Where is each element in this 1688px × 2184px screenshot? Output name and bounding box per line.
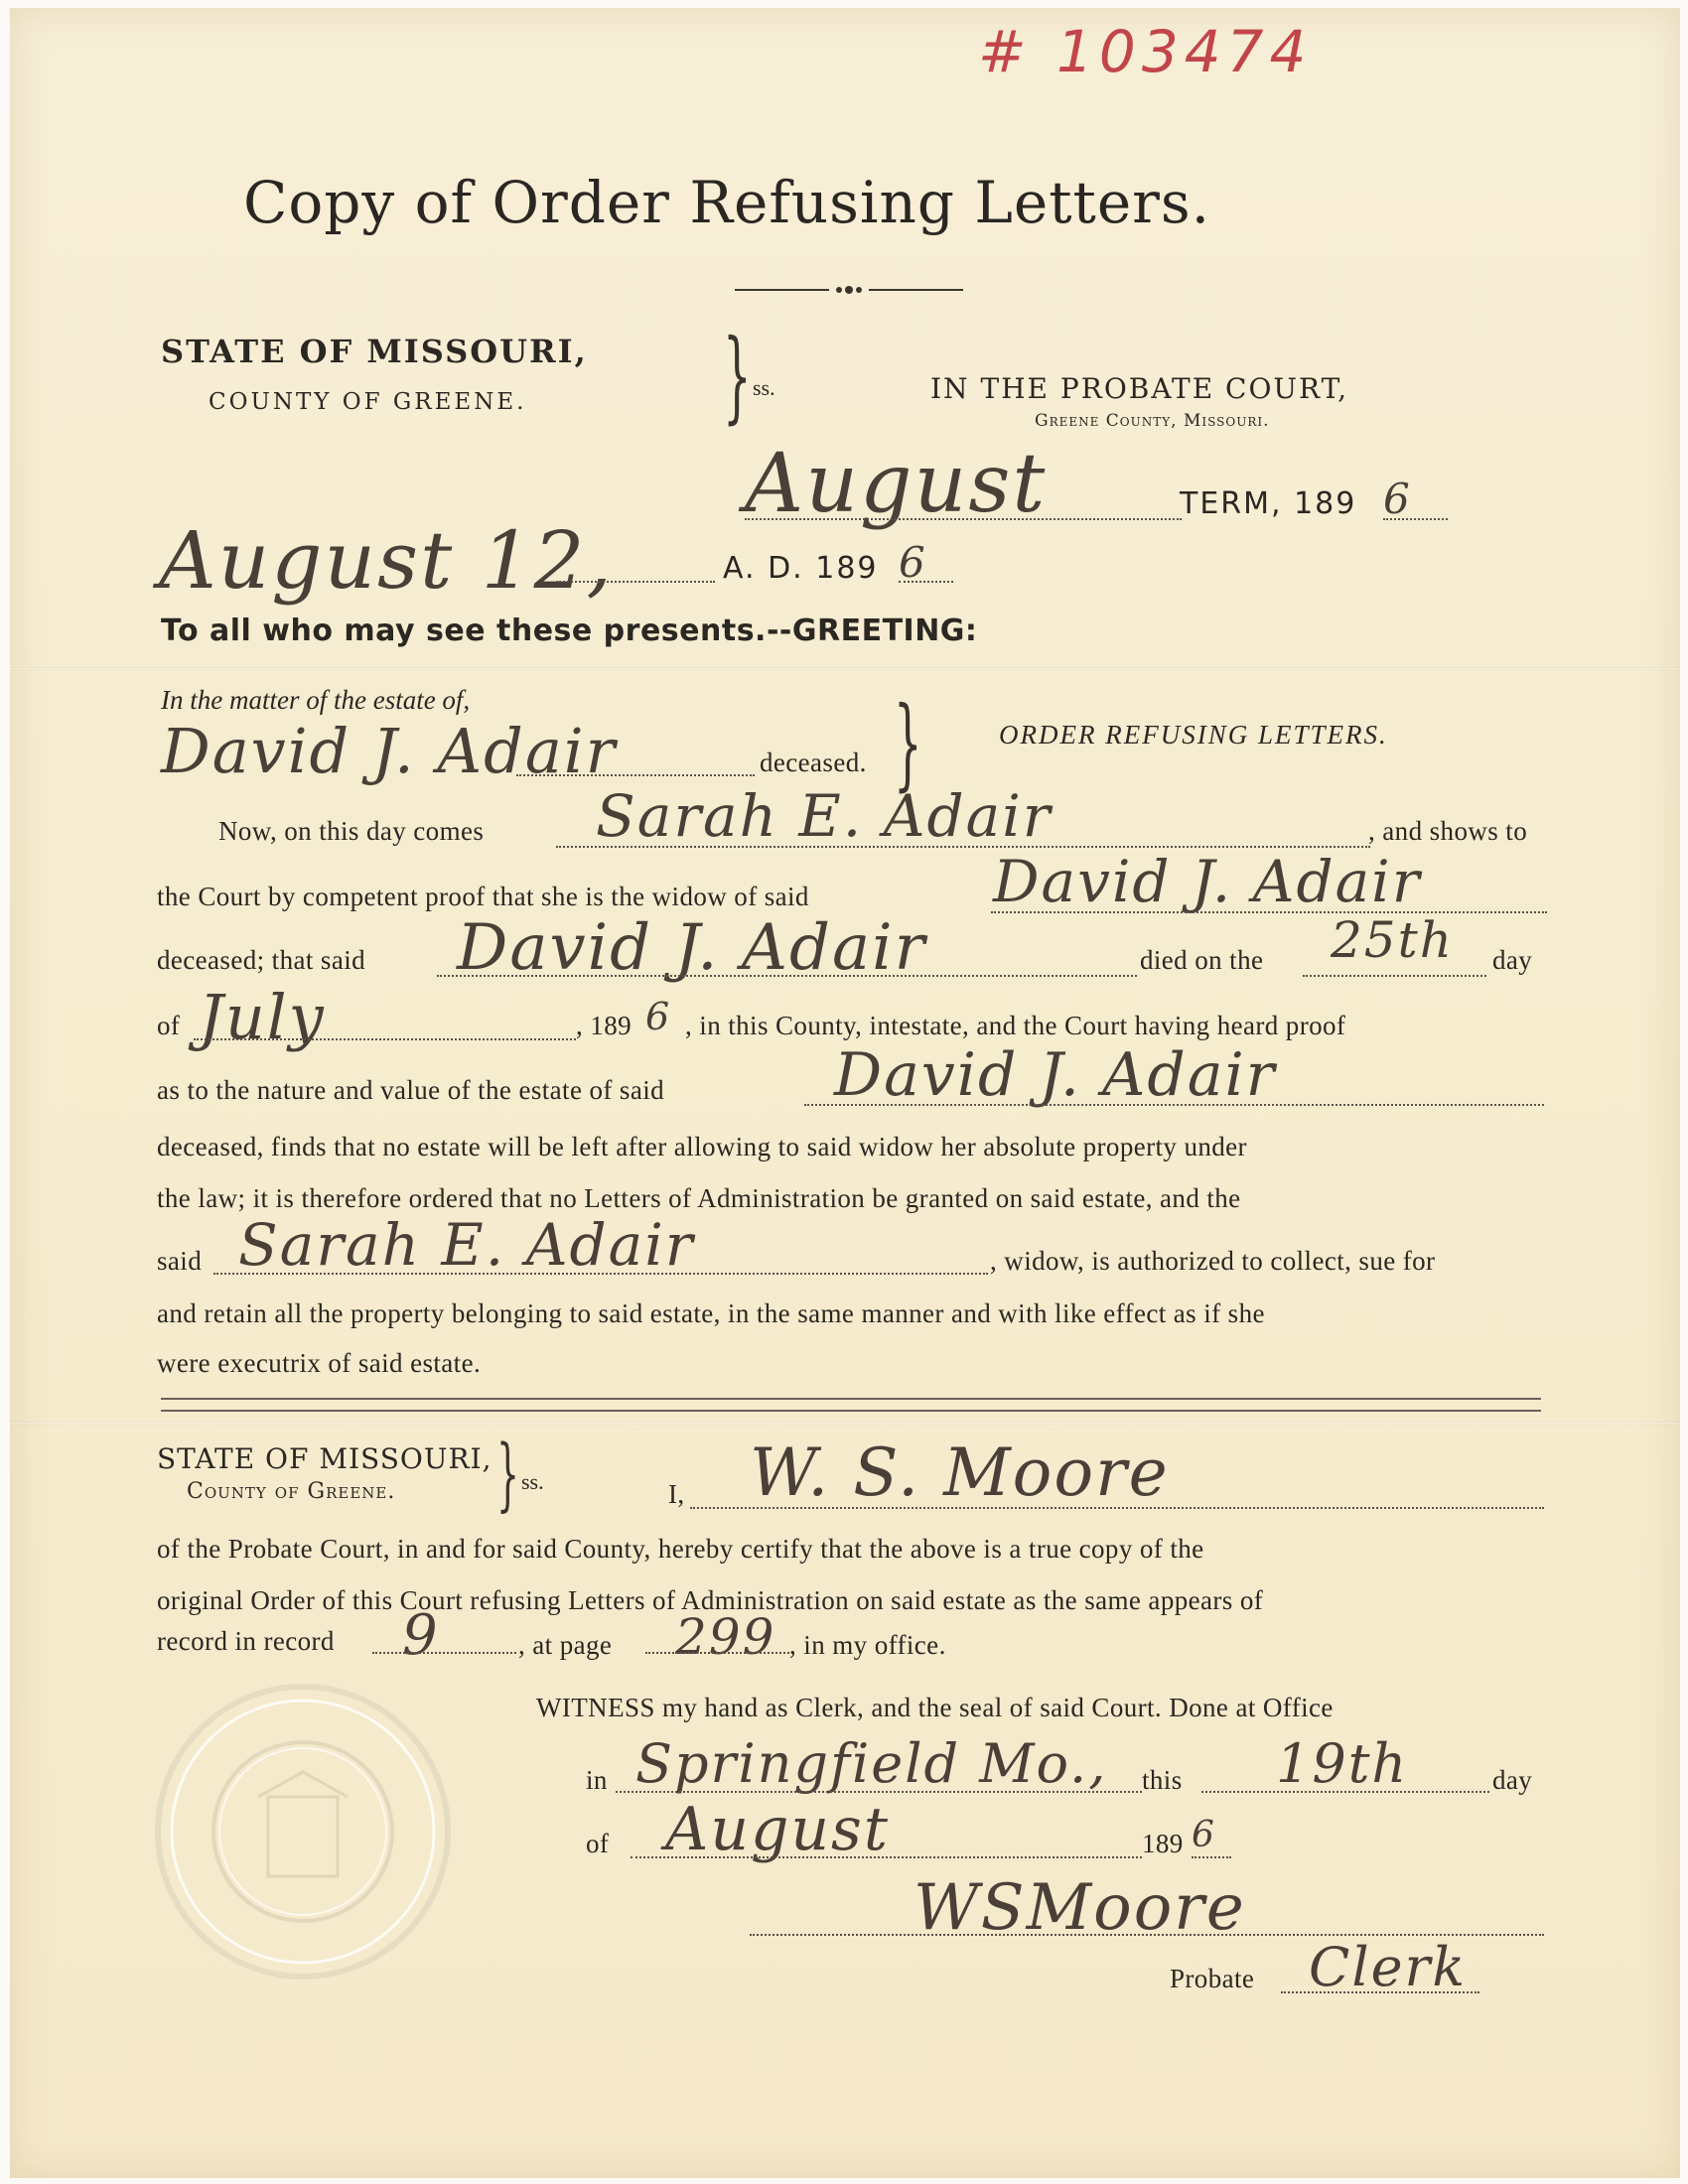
term-year-digit: 6	[1383, 475, 1412, 523]
death-day: 25th	[1331, 911, 1454, 969]
page-number: 299	[675, 1608, 776, 1666]
body-line-10: were executrix of said estate.	[157, 1348, 482, 1378]
header-brace: }	[723, 318, 752, 434]
title-ornament	[735, 283, 963, 297]
this-label: this	[1142, 1765, 1183, 1795]
page-title: Copy of Order Refusing Letters.	[243, 169, 1211, 236]
cert-brace: }	[496, 1428, 519, 1520]
date-year-line	[899, 581, 953, 583]
body-line-3b: died on the	[1140, 945, 1264, 975]
embossed-seal	[149, 1678, 457, 1985]
deceased-name-2: David J. Adair	[993, 848, 1422, 915]
document-number: # 103474	[978, 18, 1313, 85]
page-number-line	[645, 1652, 789, 1654]
cert-year-label: 189	[1142, 1829, 1184, 1858]
death-year-digit: 6	[645, 995, 672, 1038]
matter-brace: }	[894, 685, 922, 801]
record-number-line	[372, 1652, 516, 1654]
in-label: in	[586, 1765, 608, 1795]
matter-deceased: deceased.	[760, 748, 867, 777]
deceased-line-3	[437, 975, 1137, 977]
body-line-8a: said	[157, 1246, 203, 1276]
cert-i-label: I,	[668, 1479, 685, 1509]
cert-day-line	[1201, 1791, 1489, 1793]
matter-intro: In the matter of the estate of,	[161, 685, 471, 715]
deceased-line-5	[804, 1104, 1544, 1106]
probate-label: Probate	[1170, 1964, 1255, 1993]
header-state: STATE OF MISSOURI,	[161, 333, 588, 370]
clerk-name: W. S. Moore	[750, 1434, 1170, 1511]
paper-fold	[10, 1422, 1680, 1425]
body-line-6: deceased, finds that no estate will be left after allowing to said widow her absolute property under	[157, 1132, 1247, 1161]
cert-line-1: of the Probate Court, in and for said County, hereby certify that the above is a true copy of the	[157, 1534, 1204, 1564]
death-month: July	[199, 981, 326, 1053]
record-number: 9	[402, 1603, 440, 1668]
date-year-digit: 6	[899, 538, 927, 587]
matter-name-line	[516, 774, 755, 776]
date-handwritten: August 12,	[159, 514, 614, 607]
cert-day: 19th	[1276, 1732, 1409, 1795]
header-ss: ss.	[753, 375, 775, 400]
term-year-line	[1383, 518, 1448, 520]
body-line-8b: , widow, is authorized to collect, sue for	[990, 1246, 1436, 1276]
term-label: TERM, 189	[1180, 486, 1357, 521]
greeting: To all who may see these presents.--GREETING:	[161, 614, 978, 648]
cert-year-digit: 6	[1192, 1815, 1216, 1855]
widow-name: Sarah E. Adair	[238, 1211, 695, 1279]
body-line-3c: day	[1492, 945, 1533, 975]
body-line-2a: the Court by competent proof that she is the widow of said	[157, 882, 809, 911]
of-label: of	[586, 1829, 610, 1858]
section-divider	[161, 1410, 1541, 1412]
header-court-sub: Greene County, Missouri.	[1035, 411, 1270, 431]
cert-month: August	[665, 1795, 890, 1864]
body-line-5a: as to the nature and value of the estate of said	[157, 1075, 665, 1105]
section-divider	[161, 1398, 1541, 1400]
date-line	[556, 581, 715, 583]
date-label: A. D. 189	[723, 551, 879, 586]
body-line-7: the law; it is therefore ordered that no Letters of Administration be granted on said estate, and the	[157, 1183, 1241, 1213]
term-month-line	[745, 518, 1182, 520]
paper-fold	[10, 667, 1680, 670]
day-label: day	[1492, 1765, 1533, 1795]
claimant-name: Sarah E. Adair	[596, 782, 1053, 850]
cert-year-line	[1192, 1856, 1231, 1858]
cert-state: STATE OF MISSOURI,	[157, 1442, 492, 1475]
deceased-line-2	[991, 911, 1547, 913]
clerk-signature: WSMoore	[914, 1871, 1246, 1945]
cert-ss: ss.	[521, 1469, 544, 1494]
term-month: August	[745, 437, 1048, 531]
header-court: IN THE PROBATE COURT,	[930, 372, 1349, 405]
body-line-1b: , and shows to	[1368, 816, 1528, 846]
cert-line-3b: , at page	[518, 1630, 613, 1660]
clerk-role: Clerk	[1309, 1936, 1468, 1998]
matter-name: David J. Adair	[161, 715, 618, 787]
order-label: ORDER REFUSING LETTERS.	[999, 720, 1388, 750]
cert-month-line	[631, 1856, 1142, 1858]
deceased-name-3: David J. Adair	[457, 911, 927, 985]
witness-line: WITNESS my hand as Clerk, and the seal of said Court. Done at Office	[536, 1693, 1334, 1722]
role-line	[1281, 1991, 1479, 1993]
body-line-4b: , 189	[576, 1011, 632, 1040]
death-month-line	[194, 1038, 576, 1040]
cert-line-2: original Order of this Court refusing Letters of Administration on said estate as the same appears of	[157, 1585, 1264, 1615]
cert-line-3a: record in record	[157, 1626, 335, 1656]
body-line-1a: Now, on this day comes	[218, 816, 485, 846]
widow-line	[213, 1273, 988, 1275]
death-day-line	[1303, 975, 1486, 977]
place-line	[616, 1791, 1142, 1793]
body-line-4c: , in this County, intestate, and the Court having heard proof	[685, 1011, 1346, 1040]
cert-line-3c: , in my office.	[789, 1630, 946, 1660]
clerk-name-line	[690, 1507, 1544, 1509]
body-line-3a: deceased; that said	[157, 945, 366, 975]
place-name: Springfield Mo.,	[635, 1732, 1108, 1795]
body-line-4a: of	[157, 1011, 181, 1040]
header-county: COUNTY OF GREENE.	[209, 389, 527, 415]
cert-county: County of Greene.	[187, 1479, 396, 1504]
deceased-name-5: David J. Adair	[834, 1040, 1277, 1110]
body-line-9: and retain all the property belonging to said estate, in the same manner and with like effect as if she	[157, 1298, 1265, 1328]
